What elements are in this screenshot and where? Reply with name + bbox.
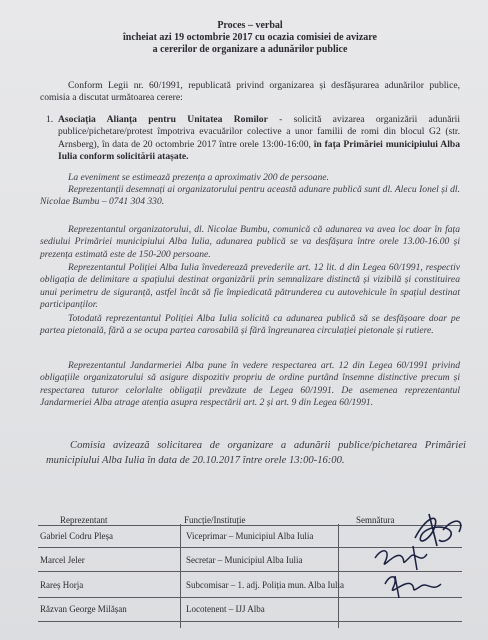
request-location: în fața Primăriei municipiului Alba Iulia conform solicitării atașate.: [58, 138, 460, 163]
commission-decision: Comisia avizează solicitarea de organizare a adunării publice/pichetarea Primăriei municipiului Alba Iulia în data de 20.10.2017 între orele 13:00-16:00.: [46, 440, 466, 466]
document-subtitle-topic: a cererilor de organizare a adunărilor publice: [152, 44, 348, 55]
signatory-function: Subcomisar – 1. adj. Poliția mun. Alba Iulia: [186, 580, 344, 590]
request-details: - solicită avizarea organizării adunării publice/pichetare/protest împotriva evacuărilor colective a unor familii de romi din blocul G2 (str. Arnsberg), în data de 20 octombrie 2017 între orele 13:00-16:00,: [58, 114, 460, 150]
signature-2: [375, 546, 427, 570]
police-paragraph: Reprezentantul Poliției Alba Iulia învederează prevederile art. 12 lit. d din Legea 60/1991, respectiv obligația de delimitare a spațiului destinat organizării prin semnalizare distinctă și vizibilă și constituirea unui perimetru de siguranță, astfel încât să fie împiedicată pătrunderea cu autovehicule în spațiul destinat participanților.: [40, 262, 460, 311]
signatory-function: Viceprimar – Municipiul Alba Iulia: [186, 531, 314, 541]
column-header-representative: Reprezentant: [60, 515, 108, 525]
table-divider: [38, 621, 462, 622]
signatory-function: Secretar – Municipiul Alba Iulia: [186, 555, 303, 565]
request-item: [46, 114, 460, 164]
signatory-name: Marcel Jeler: [40, 555, 85, 565]
representatives-paragraph: Reprezentanții desemnați ai organizatorului pentru această adunare publică sunt dl. Alecu Ionel și dl. Nicolae Bumbu – 0741 304 330.: [40, 184, 460, 208]
police-additional-paragraph: Totodată reprezentantul Poliției Alba Iulia solicită ca adunarea publică să se desfășoare doar pe partea pietonală, fără a se ocupa partea carosabilă și fără îngreunarea circulației pietonale și rutiere.: [40, 313, 460, 337]
document-subtitle-date: încheiat azi 19 octombrie 2017 cu ocazia comisiei de avizare: [123, 32, 377, 43]
request-organization: Asociația Alianța pentru Unitatea Romilor: [58, 114, 268, 125]
jandarmerie-paragraph: Reprezentantul Jandarmeriei Alba pune în vedere respectarea art. 12 din Legea 60/1991 privind obligațiile organizatorului să asigure dispozitiv propriu de ordine purtând însemne distinctive precum și respectarea tuturor celorlalte obligații prevăzute de Legea 60/1991. De asemenea reprezentantul Jandarmeriei Alba atrage atenția asupra respectării art. 2 și art. 9 din Legea 60/1991.: [40, 360, 460, 409]
signature-3: [385, 576, 441, 598]
signatory-name: Răzvan George Milășan: [40, 604, 127, 614]
signatory-name: Rareș Horja: [40, 580, 84, 590]
request-item-number: 1.: [46, 114, 54, 125]
signature-1: [415, 514, 461, 546]
document-title: Proces – verbal: [217, 20, 283, 31]
column-header-function: Funcție/Instituție: [184, 515, 246, 525]
handwritten-signatures: [355, 506, 483, 606]
organizer-paragraph: Reprezentantul organizatorului, dl. Nicolae Bumbu, comunică că adunarea va avea loc doar în fața sediului Primăriei municipiului Alba Iulia, adunarea publică se va desfășura între orele 13.00-16.00 și prezența estimată este de 150-200 persoane.: [40, 224, 460, 260]
intro-paragraph: Conform Legii nr. 60/1991, republicată privind organizarea și desfășurarea adunărilor publice, comisia a discutat următoarea cerere:: [40, 80, 460, 104]
column-header-signature: Semnătura: [356, 515, 395, 525]
signatory-name: Gabriel Codru Pleșa: [40, 531, 113, 541]
signatory-function: Locotenent – IJJ Alba: [186, 604, 265, 614]
estimate-paragraph: La eveniment se estimează prezența a aproximativ 200 de persoane.: [68, 172, 329, 183]
